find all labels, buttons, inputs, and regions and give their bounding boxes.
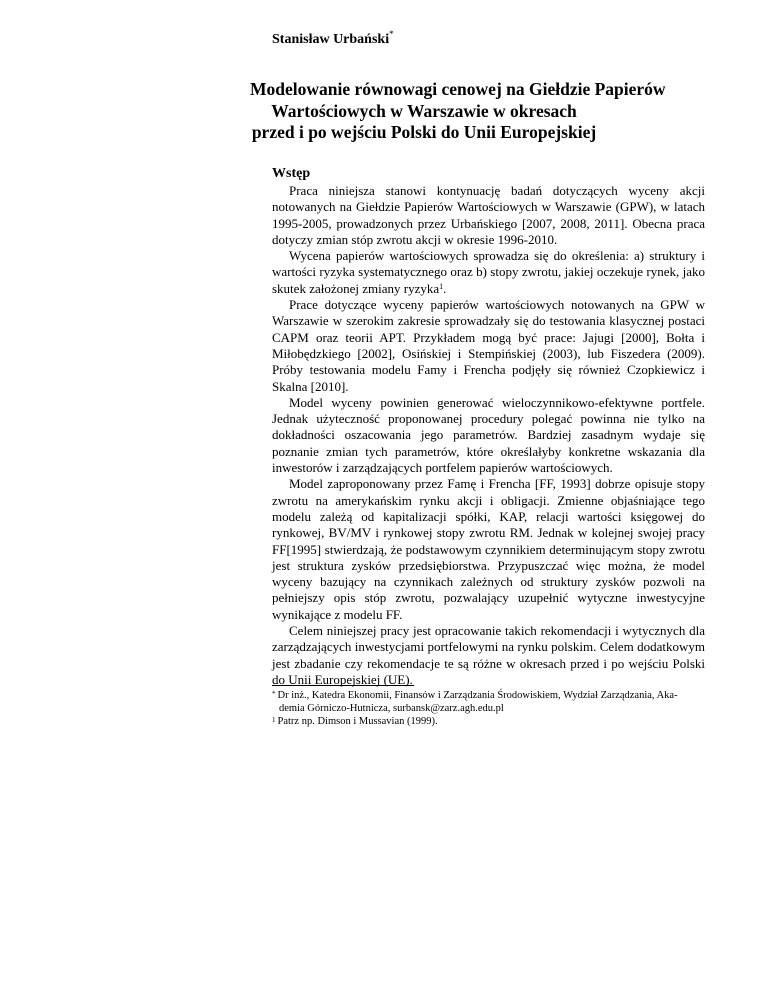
paper-title	[250, 79, 666, 144]
title-line-3: przed i po wejściu Polski do Unii Europejskiej	[251, 122, 597, 142]
title-line-2: Wartościowych w Warszawie w okresach	[271, 100, 577, 121]
paragraph-4: Model wyceny powinien generować wieloczynnikowo-efektywne portfele. Jednak użyteczność proponowanej procedury polegać powinna nie tylko na dokładności oszacowania jego parametrów. Bardziej zasadnym wydaje się poznanie zmian tych parametrów, które określałyby konkretne wskazania dla inwestorów i zarządzających portfelem papierów wartościowych.	[272, 394, 705, 476]
body-text	[272, 183, 705, 688]
footnote-author: * Dr inż., Katedra Ekonomii, Finansów i Zarządzania Środowiskiem, Wydział Zarządzania, Aka- demia Górniczo-Hutnicza, surbansk@zarz.agh.edu.pl	[272, 690, 678, 714]
paragraph-5: Model zaproponowany przez Famę i Frencha [FF, 1993] dobrze opisuje stopy zwrotu na amerykańskim rynku akcji i obligacji. Zmienne objaśniające tego modelu zależą od kapitalizacji spółki, KAP, relacji wartości księgowej do rynkowej, BV/MV i rynkowej stopy zwrotu RM. Jednak w kolejnej swojej pracy FF[1995] stwierdzają, że podstawowym czynnikiem determinującym stopy zwrotu jest struktura zysków przedsiębiorstwa. Przypuszczać więc można, że model wyceny bazujący na czynnikach zależnych od struktury zysków pozwoli na pełniejszy opis stóp zwrotu, pozwalający uzupełnić wytyczne inwestycyjne wynikające z modelu FF.	[272, 476, 705, 622]
author-name: Stanisław Urbański*	[272, 29, 394, 47]
paragraph-2: Wycena papierów wartościowych sprowadza się do określenia: a) struktury i wartości ryzyka systematycznego oraz b) stopy zwrotu, jakiej oczekuje rynek, jako skutek założonej zmiany ryzyka$^1$.	[272, 248, 705, 296]
section-heading: Wstęp	[272, 166, 311, 181]
footnote-marker: *	[272, 690, 276, 698]
footnote-separator	[272, 685, 414, 686]
paragraph-1: Praca niniejsza stanowi kontynuację badań dotyczących wyceny akcji notowanych na Giełdzie Papierów Wartościowych w Warszawie (GPW), w latach 1995-2005, prowadzonych przez Urbańskiego [2007, 2008, 2011]. Obecna praca dotyczy zmian stóp zwrotu akcji w okresie 1996-2010.	[272, 183, 705, 247]
footnote-1: $^1$ Patrz np. Dimson i Mussavian (1999).	[272, 716, 438, 727]
title-line-1: Modelowanie równowagi cenowej na Giełdzie Papierów	[250, 79, 666, 99]
paragraph-3: Prace dotyczące wyceny papierów wartościowych notowanych na GPW w Warszawie w szerokim zakresie sprowadzały się do testowania klasycznej postaci CAPM oraz teorii APT. Przykładem mogą być prace: Jajugi [2000], Bołta i Miłobędzkiego [2002], Osińskiej i Stempińskiej (2003), lub Fiszedera (2009). Próby testowania modelu Famy i Frencha podjęły się również Czopkiewicz i Skalna [2010].	[272, 297, 705, 394]
paragraph-6: Celem niniejszej pracy jest opracowanie takich rekomendacji i wytycznych dla zarządzających inwestycjami portfelowymi na rynku polskim. Celem dodatkowym jest zbadanie czy rekomendacje te są różne w okresach przed i po wejściu Polski do Unii Europejskiej (UE).	[272, 623, 705, 687]
footnote-marker: 1	[272, 716, 276, 724]
author-footnote-marker: *	[389, 29, 394, 39]
footnote-ref-1: 1	[439, 281, 444, 291]
